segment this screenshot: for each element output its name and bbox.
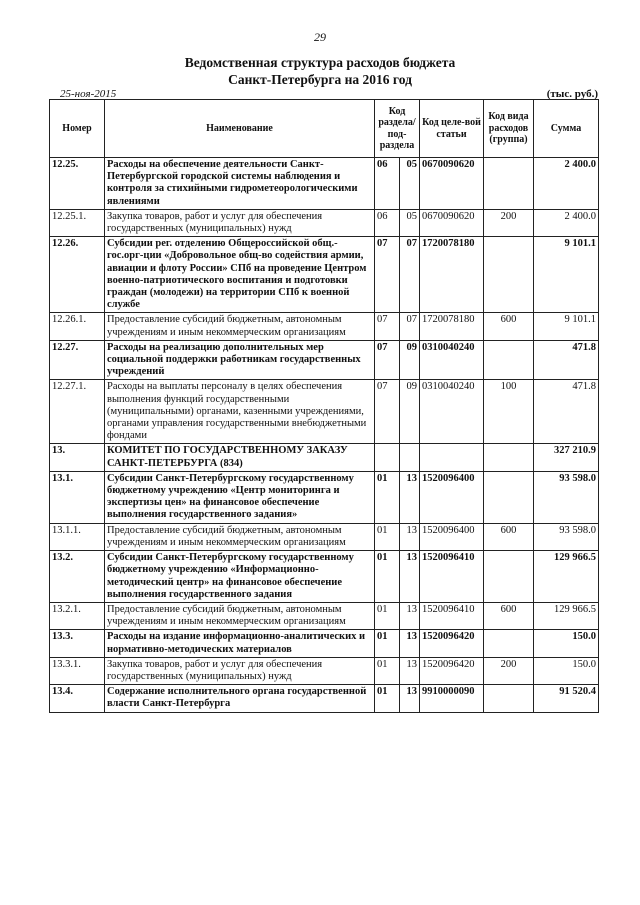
row-name: Расходы на обеспечение деятельности Санкт-Петербургской городской системы наблюдения и контроля за стихийными гидрометеорологическими явлениями [105, 158, 375, 210]
row-article-code: 0310040240 [420, 340, 484, 380]
row-sum: 9 101.1 [534, 313, 599, 340]
row-expense-type [484, 237, 534, 313]
title-line-2: Санкт-Петербурга на 2016 год [228, 72, 412, 87]
row-name: КОМИТЕТ ПО ГОСУДАРСТВЕННОМУ ЗАКАЗУ САНКТ-ПЕТЕРБУРГА (834) [105, 444, 375, 471]
row-subsection-code: 13 [400, 471, 420, 523]
row-subsection-code: 13 [400, 630, 420, 657]
row-number: 12.27.1. [50, 380, 105, 444]
row-article-code: 0670090620 [420, 158, 484, 210]
row-article-code: 9910000090 [420, 685, 484, 712]
header-number: Номер [50, 100, 105, 158]
row-number: 13.1. [50, 471, 105, 523]
row-subsection-code: 07 [400, 237, 420, 313]
row-sum: 2 400.0 [534, 158, 599, 210]
row-subsection-code: 13 [400, 657, 420, 684]
row-section-code: 07 [375, 313, 400, 340]
table-row [50, 313, 599, 340]
header-name: Наименование [105, 100, 375, 158]
row-subsection-code: 13 [400, 551, 420, 603]
row-expense-type [484, 340, 534, 380]
row-subsection-code: 13 [400, 602, 420, 629]
row-article-code: 1720078180 [420, 237, 484, 313]
row-subsection-code: 13 [400, 685, 420, 712]
row-section-code: 01 [375, 523, 400, 550]
row-expense-type [484, 685, 534, 712]
row-section-code: 01 [375, 657, 400, 684]
row-article-code: 1520096420 [420, 657, 484, 684]
table-row [50, 685, 599, 712]
table-row [50, 551, 599, 603]
row-sum: 471.8 [534, 340, 599, 380]
row-sum: 471.8 [534, 380, 599, 444]
table-row [50, 340, 599, 380]
row-expense-type: 600 [484, 523, 534, 550]
row-sum: 150.0 [534, 657, 599, 684]
header-article: Код целе-вой статьи [420, 100, 484, 158]
row-section-code [375, 444, 400, 471]
table-row [50, 209, 599, 236]
table-row [50, 630, 599, 657]
row-section-code: 06 [375, 209, 400, 236]
row-number: 13.4. [50, 685, 105, 712]
row-expense-type: 200 [484, 209, 534, 236]
row-number: 12.25. [50, 158, 105, 210]
row-name: Предоставление субсидий бюджетным, автономным учреждениям и иным некоммерческим организациям [105, 523, 375, 550]
row-expense-type [484, 630, 534, 657]
row-number: 13.2. [50, 551, 105, 603]
table-row [50, 158, 599, 210]
row-section-code: 01 [375, 685, 400, 712]
row-sum: 327 210.9 [534, 444, 599, 471]
row-sum: 2 400.0 [534, 209, 599, 236]
row-section-code: 07 [375, 237, 400, 313]
row-number: 12.26. [50, 237, 105, 313]
row-subsection-code: 07 [400, 313, 420, 340]
row-sum: 9 101.1 [534, 237, 599, 313]
units-label: (тыс. руб.) [546, 88, 598, 100]
row-article-code: 1520096410 [420, 602, 484, 629]
row-sum: 91 520.4 [534, 685, 599, 712]
row-name: Расходы на реализацию дополнительных мер социальной поддержки работникам государственных учреждений [105, 340, 375, 380]
table-row [50, 657, 599, 684]
table-header-row [50, 100, 599, 158]
row-sum: 93 598.0 [534, 471, 599, 523]
header-expense-type: Код вида расходов (группа) [484, 100, 534, 158]
budget-table [49, 99, 599, 713]
row-number: 13.2.1. [50, 602, 105, 629]
row-name: Предоставление субсидий бюджетным, автономным учреждениям и иным некоммерческим организациям [105, 602, 375, 629]
row-subsection-code: 05 [400, 158, 420, 210]
title-line-1: Ведомственная структура расходов бюджета [184, 55, 456, 70]
row-subsection-code: 05 [400, 209, 420, 236]
row-section-code: 07 [375, 340, 400, 380]
row-expense-type: 100 [484, 380, 534, 444]
row-sum: 129 966.5 [534, 602, 599, 629]
row-sum: 129 966.5 [534, 551, 599, 603]
row-section-code: 01 [375, 602, 400, 629]
row-expense-type [484, 551, 534, 603]
row-expense-type [484, 158, 534, 210]
document-date: 25-ноя-2015 [60, 88, 117, 100]
row-name: Содержание исполнительного органа государственной власти Санкт-Петербурга [105, 685, 375, 712]
table-row [50, 602, 599, 629]
table-row [50, 471, 599, 523]
row-expense-type: 200 [484, 657, 534, 684]
row-section-code: 01 [375, 471, 400, 523]
row-subsection-code: 13 [400, 523, 420, 550]
table-row [50, 380, 599, 444]
row-number: 13. [50, 444, 105, 471]
row-name: Расходы на выплаты персоналу в целях обеспечения выполнения функций государственными (муниципальными) органами, казенными учреждениями, органами управления государственными внебюджетными фондами [105, 380, 375, 444]
row-subsection-code: 09 [400, 340, 420, 380]
table-row [50, 237, 599, 313]
table-row [50, 444, 599, 471]
row-number: 12.26.1. [50, 313, 105, 340]
row-article-code: 1520096400 [420, 471, 484, 523]
page-number: 29 [314, 30, 326, 44]
row-section-code: 07 [375, 380, 400, 444]
row-expense-type [484, 444, 534, 471]
row-name: Закупка товаров, работ и услуг для обеспечения государственных (муниципальных) нужд [105, 657, 375, 684]
row-expense-type: 600 [484, 602, 534, 629]
row-name: Предоставление субсидий бюджетным, автономным учреждениям и иным некоммерческим организациям [105, 313, 375, 340]
row-section-code: 06 [375, 158, 400, 210]
header-section: Код раздела/ под-раздела [375, 100, 420, 158]
row-sum: 150.0 [534, 630, 599, 657]
row-name: Субсидии рег. отделению Общероссийской общ.-гос.орг-ции «Добровольное общ-во содействия армии, авиации и флоту России» СПб на проведение Центром военно-патриотического воспитания и подготовки граждан (молодежи) на территории СПб к военной службе [105, 237, 375, 313]
row-number: 13.3.1. [50, 657, 105, 684]
row-number: 13.1.1. [50, 523, 105, 550]
row-name: Субсидии Санкт-Петербургскому государственному бюджетному учреждению «Центр мониторинга и экспертизы цен» на финансовое обеспечение выполнения государственного задания» [105, 471, 375, 523]
row-name: Закупка товаров, работ и услуг для обеспечения государственных (муниципальных) нужд [105, 209, 375, 236]
row-article-code: 1520096410 [420, 551, 484, 603]
row-name: Субсидии Санкт-Петербургскому государственному бюджетному учреждению «Информационно-методический центр» на финансовое обеспечение выполнения государственного задания [105, 551, 375, 603]
row-name: Расходы на издание информационно-аналитических и нормативно-методических материалов [105, 630, 375, 657]
page-title [0, 54, 640, 88]
row-article-code: 1520096420 [420, 630, 484, 657]
row-subsection-code [400, 444, 420, 471]
row-subsection-code: 09 [400, 380, 420, 444]
row-article-code: 1520096400 [420, 523, 484, 550]
row-article-code: 1720078180 [420, 313, 484, 340]
row-article-code [420, 444, 484, 471]
row-expense-type: 600 [484, 313, 534, 340]
row-section-code: 01 [375, 630, 400, 657]
row-expense-type [484, 471, 534, 523]
row-number: 13.3. [50, 630, 105, 657]
row-article-code: 0670090620 [420, 209, 484, 236]
row-sum: 93 598.0 [534, 523, 599, 550]
table-row [50, 523, 599, 550]
row-section-code: 01 [375, 551, 400, 603]
row-number: 12.25.1. [50, 209, 105, 236]
row-number: 12.27. [50, 340, 105, 380]
row-article-code: 0310040240 [420, 380, 484, 444]
header-sum: Сумма [534, 100, 599, 158]
